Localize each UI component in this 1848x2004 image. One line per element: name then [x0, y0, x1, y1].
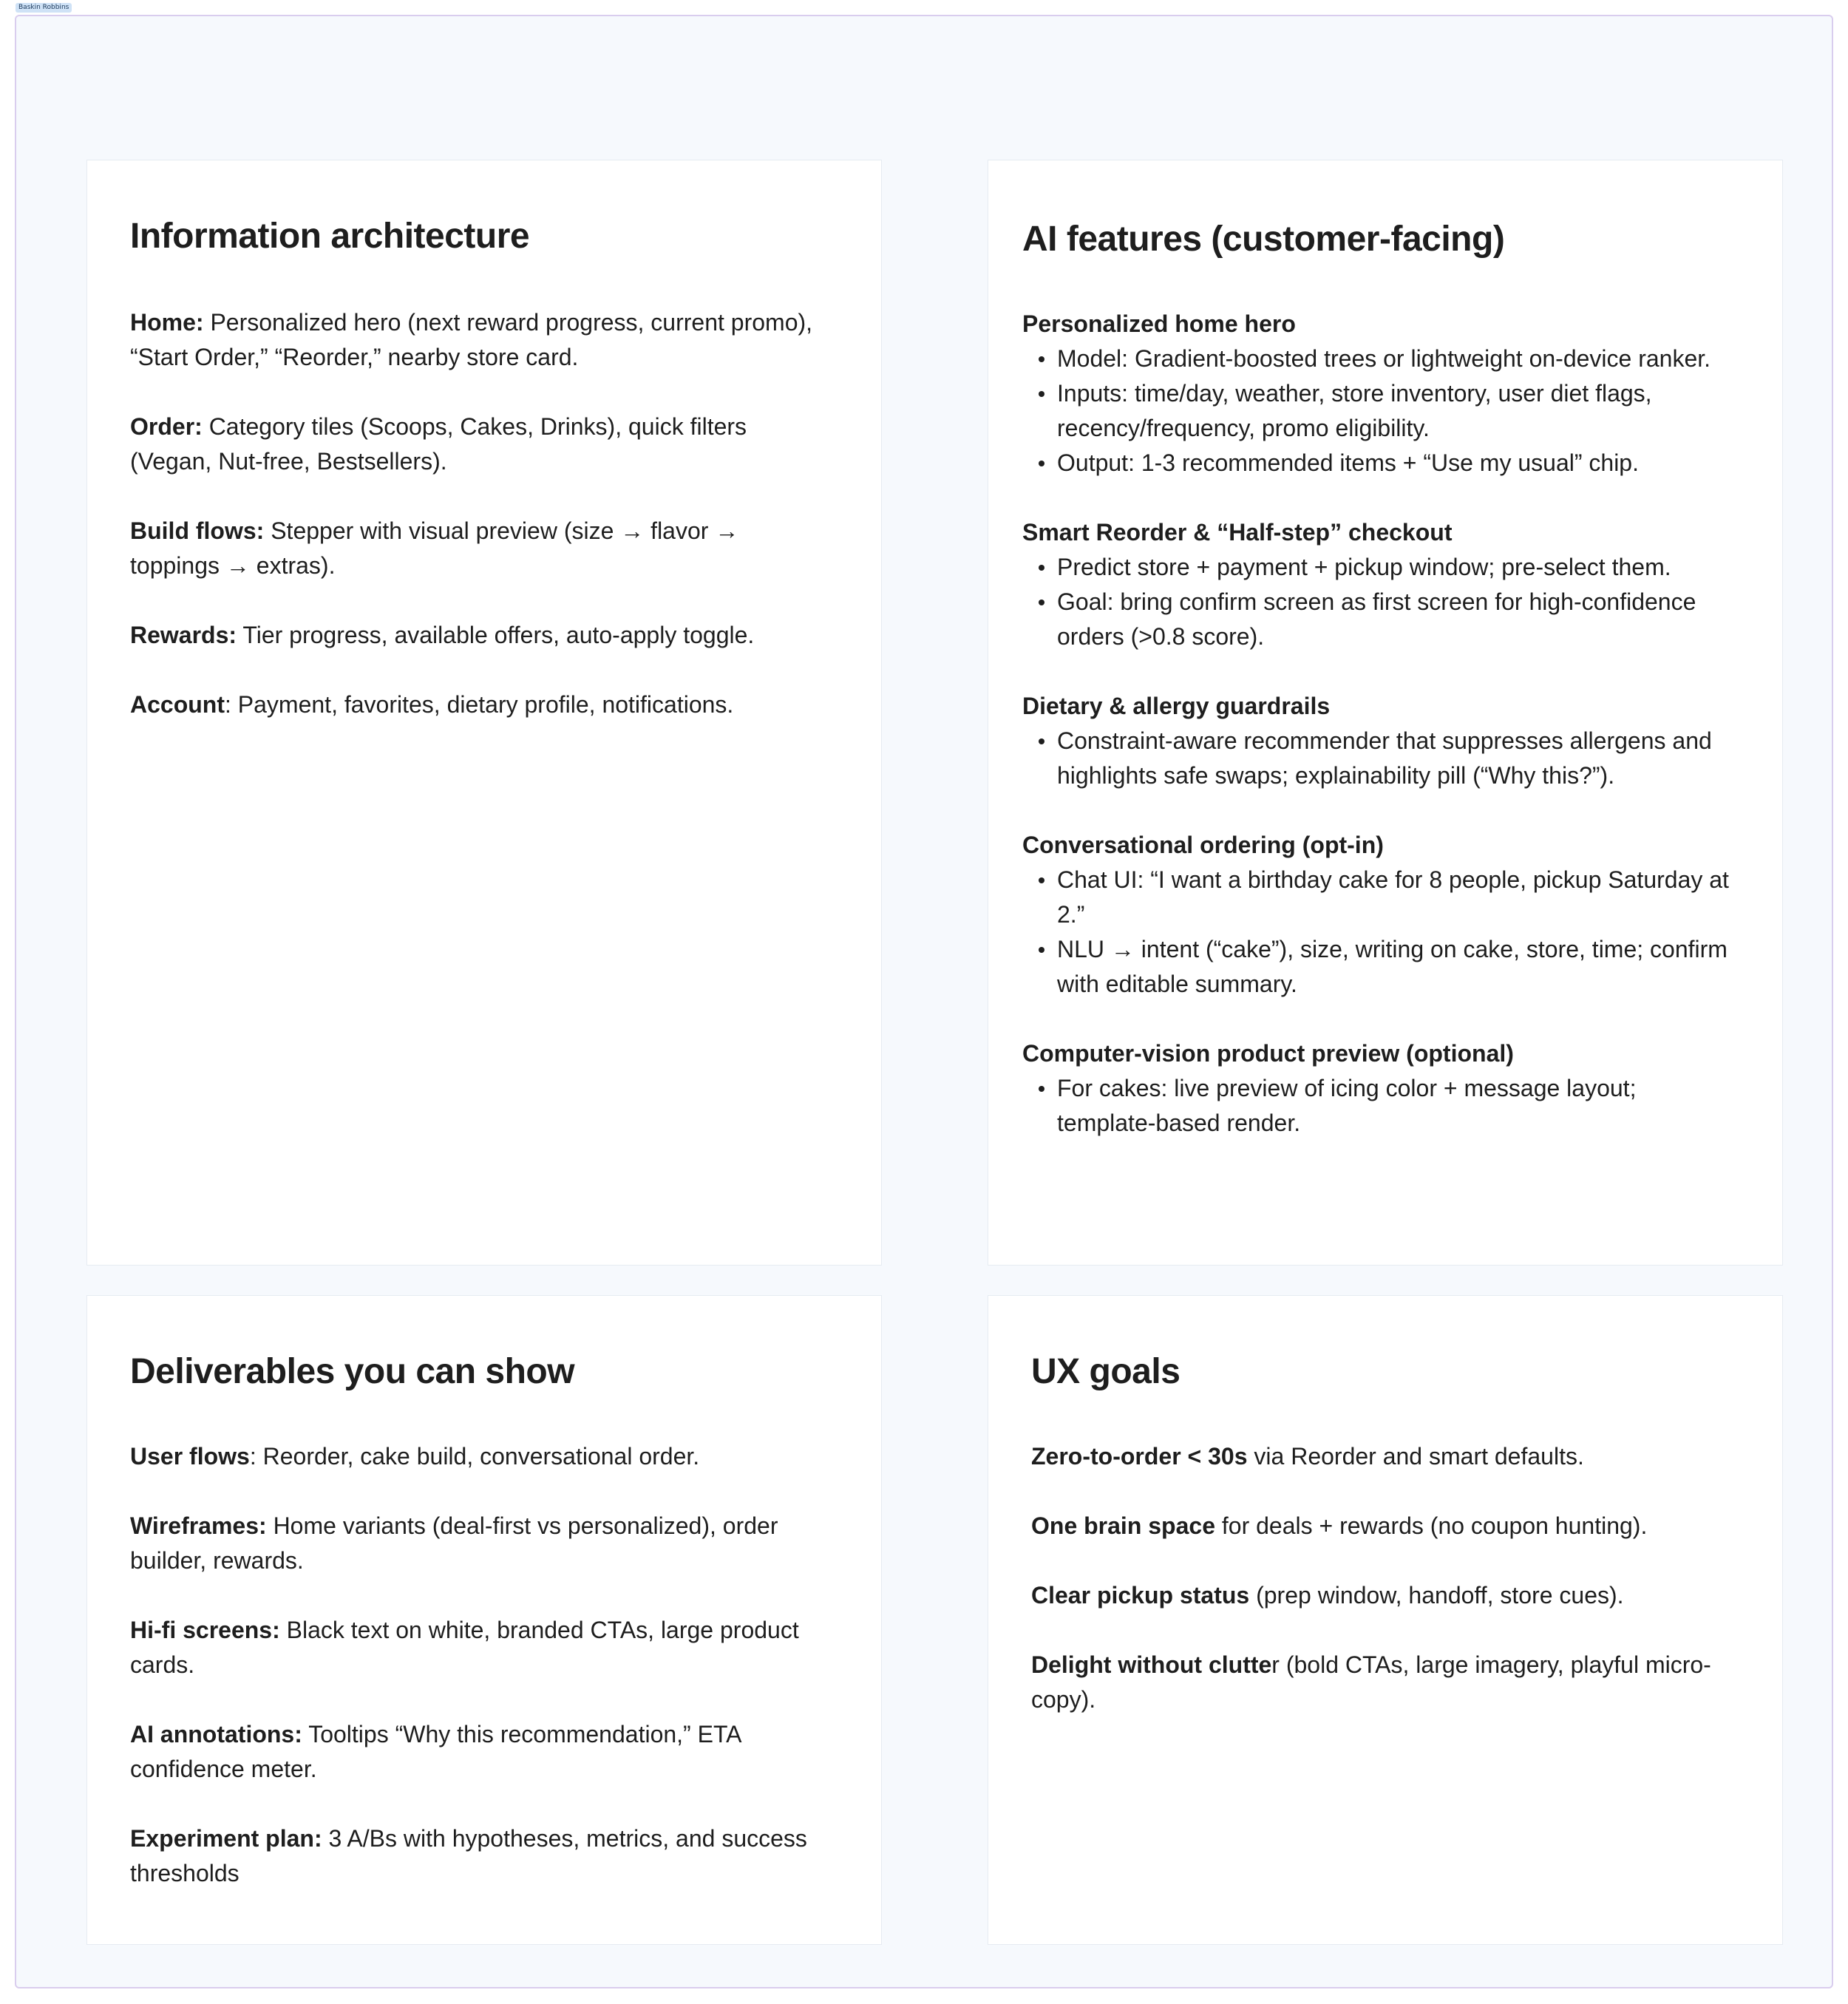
item-label: Wireframes:	[130, 1512, 267, 1539]
section-heading: Personalized home hero	[1022, 310, 1296, 337]
deliverables-list	[130, 1439, 840, 1891]
item-text: Black text on white, branded CTAs, large product cards.	[130, 1616, 799, 1678]
item-text: 3 A/Bs with hypotheses, metrics, and success thresholds	[130, 1824, 807, 1886]
item-text: : Payment, favorites, dietary profile, notifications.	[225, 690, 734, 718]
item-label: One brain space	[1031, 1512, 1215, 1539]
ia-item-order	[130, 410, 818, 479]
ai-sections	[1022, 307, 1732, 1141]
ai-section-smart-reorder	[1022, 515, 1732, 654]
bullet-item: Constraint-aware recommender that suppresses allergens and highlights safe swaps; explainability pill (“Why this?”).	[1022, 724, 1732, 793]
ai-section-conversational-ordering	[1022, 828, 1732, 1002]
deliverable-ai-annotations	[130, 1717, 840, 1787]
ux-goal-item	[1031, 1648, 1719, 1717]
item-label: Account	[130, 690, 225, 718]
item-text: : Reorder, cake build, conversational order.	[249, 1442, 700, 1470]
item-label: Home:	[130, 308, 204, 336]
item-text: Tier progress, available offers, auto-apply toggle.	[237, 621, 755, 648]
item-label: User flows	[130, 1442, 250, 1470]
section-heading: Smart Reorder & “Half-step” checkout	[1022, 518, 1453, 546]
item-label: Delight without clutte	[1031, 1651, 1272, 1678]
bullet-list	[1022, 550, 1732, 654]
ia-list	[130, 305, 818, 722]
ia-item-build-flows	[130, 514, 818, 583]
item-text: Personalized hero (next reward progress, current promo), “Start Order,” “Reorder,” nearby store card.	[130, 308, 813, 370]
bullet-item: Model: Gradient-boosted trees or lightweight on-device ranker.	[1022, 342, 1732, 376]
section-heading: Conversational ordering (opt-in)	[1022, 831, 1384, 858]
item-text: (prep window, handoff, store cues).	[1249, 1581, 1624, 1609]
item-text: Category tiles (Scoops, Cakes, Drinks), quick filters (Vegan, Nut-free, Bestsellers).	[130, 412, 747, 475]
bullet-item: NLU → intent (“cake”), size, writing on cake, store, time; confirm with editable summary.	[1022, 932, 1732, 1002]
bullet-item: Predict store + payment + pickup window; pre-select them.	[1022, 550, 1732, 585]
item-label: Experiment plan:	[130, 1824, 322, 1852]
ai-section-personalized-hero	[1022, 307, 1732, 480]
deliverable-user-flows	[130, 1439, 840, 1474]
item-text: Stepper with visual preview (size → flavor → toppings → extras).	[130, 517, 739, 579]
item-text: for deals + rewards (no coupon hunting).	[1215, 1512, 1648, 1539]
bullet-list	[1022, 1071, 1732, 1141]
ia-item-account	[130, 687, 818, 722]
information-architecture-card	[86, 160, 882, 1266]
bullet-list	[1022, 342, 1732, 480]
item-text: Home variants (deal-first vs personalized), order builder, rewards.	[130, 1512, 778, 1574]
card-title: Deliverables you can show	[130, 1352, 575, 1391]
ux-goals-list	[1031, 1439, 1719, 1717]
ai-section-dietary-guardrails	[1022, 689, 1732, 793]
item-text: Tooltips “Why this recommendation,” ETA confidence meter.	[130, 1720, 741, 1782]
bullet-item: Output: 1-3 recommended items + “Use my usual” chip.	[1022, 446, 1732, 480]
deliverables-card	[86, 1295, 882, 1945]
section-heading: Computer-vision product preview (optional)	[1022, 1039, 1514, 1067]
ux-goal-item	[1031, 1509, 1719, 1543]
deliverable-wireframes	[130, 1509, 840, 1578]
bullet-list	[1022, 863, 1732, 1002]
bullet-list	[1022, 724, 1732, 793]
bullet-item: Inputs: time/day, weather, store inventory, user diet flags, recency/frequency, promo eligibility.	[1022, 376, 1732, 446]
item-label: Build flows:	[130, 517, 265, 544]
ux-goal-item	[1031, 1439, 1719, 1474]
deliverable-experiment-plan	[130, 1821, 840, 1891]
card-title: Information architecture	[130, 217, 530, 256]
frame-label[interactable]: Baskin Robbins	[16, 3, 72, 13]
item-label: Zero-to-order < 30s	[1031, 1442, 1248, 1470]
card-title: UX goals	[1031, 1352, 1181, 1391]
bullet-item: Goal: bring confirm screen as first screen for high-confidence orders (>0.8 score).	[1022, 585, 1732, 654]
item-label: Order:	[130, 412, 203, 440]
item-label: Hi-fi screens:	[130, 1616, 280, 1643]
item-label: Clear pickup status	[1031, 1581, 1250, 1609]
section-heading: Dietary & allergy guardrails	[1022, 692, 1331, 719]
ux-goal-item	[1031, 1578, 1719, 1613]
ai-features-card	[988, 160, 1783, 1266]
card-title: AI features (customer-facing)	[1022, 220, 1505, 259]
ai-section-cv-preview	[1022, 1036, 1732, 1141]
deliverable-hifi-screens	[130, 1613, 840, 1682]
item-text: r (bold CTAs, large imagery, playful micro-copy).	[1031, 1651, 1711, 1713]
ia-item-home	[130, 305, 818, 375]
item-text: via Reorder and smart defaults.	[1247, 1442, 1584, 1470]
ux-goals-card	[988, 1295, 1783, 1945]
item-label: Rewards:	[130, 621, 237, 648]
bullet-item: Chat UI: “I want a birthday cake for 8 people, pickup Saturday at 2.”	[1022, 863, 1732, 932]
board-frame	[15, 15, 1833, 1988]
ia-item-rewards	[130, 618, 818, 653]
item-label: AI annotations:	[130, 1720, 302, 1747]
bullet-item: For cakes: live preview of icing color + message layout; template-based render.	[1022, 1071, 1732, 1141]
